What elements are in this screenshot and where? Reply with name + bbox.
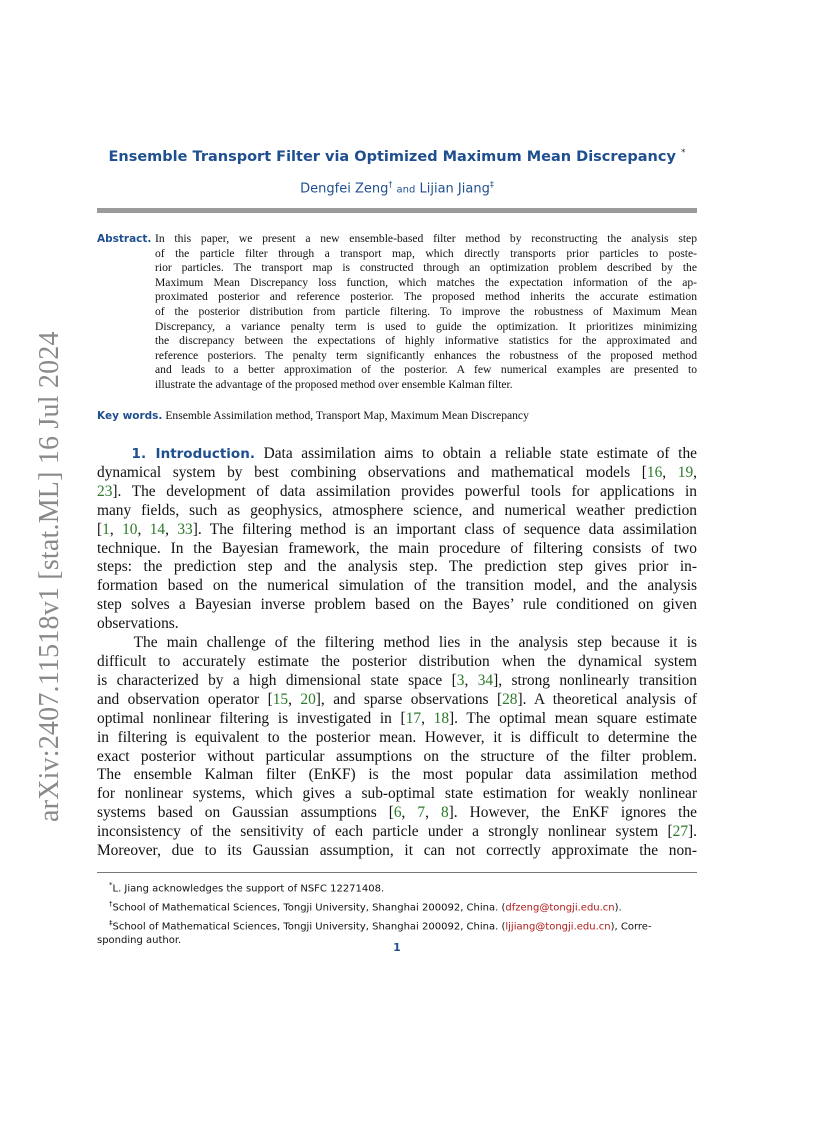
introduction-section xyxy=(97,445,697,861)
author-footnote-mark[interactable]: ‡ xyxy=(489,180,494,189)
citation-link[interactable]: 20 xyxy=(300,690,316,708)
footnote-mark: † xyxy=(109,899,113,908)
body-line: technique. In the Bayesian framework, the main procedure of filtering consists of two xyxy=(97,539,697,557)
text-run: The main challenge of the filtering method lies in the analysis step because it is xyxy=(133,634,697,652)
text-run: inconsistency of the sensitivity of each particle under a strongly nonlinear system [ xyxy=(97,823,673,841)
body-line xyxy=(97,823,697,842)
body-line: is characterized by a high dimensional state space [3, 34], strong nonlinearly transition xyxy=(97,671,697,689)
body-line: [1, 10, 14, 33]. The filtering method is an important class of sequence data assimilation xyxy=(97,520,698,538)
body-line: for nonlinear systems, which gives a sub-optimal state estimation for weakly nonlinear xyxy=(97,785,697,803)
abstract-line: In this paper, we present a new ensemble-based filter method by reconstructing the analysis step xyxy=(155,232,697,245)
body-line: and observation operator [15, 20], and sparse observations [28]. A theoretical analysis of xyxy=(97,690,697,708)
footnote-text: ). xyxy=(614,902,622,914)
citation-link[interactable]: 15 xyxy=(272,690,289,708)
abstract-line: of the particle filter through a transport map, which directly transports prior particles to poste- xyxy=(155,246,697,260)
footnote-rule xyxy=(97,872,697,873)
abstract-line: rior particles. The transport map is constructed through an optimization problem described by the xyxy=(155,261,697,275)
body-line: The ensemble Kalman filter (EnKF) is the most popular data assimilation method xyxy=(97,766,697,784)
body-line: difficult to accurately estimate the posterior distribution when the dynamical system xyxy=(97,652,697,670)
page-number: 1 xyxy=(393,941,401,954)
footnote-text: ), Corre- xyxy=(610,920,652,932)
paper-title xyxy=(97,148,697,165)
section-heading: 1. Introduction. xyxy=(131,446,255,462)
citation-link[interactable]: 33 xyxy=(177,520,193,538)
body-line: in filtering is equivalent to the posterior mean. However, it is difficult to determine the xyxy=(97,728,697,746)
citation-link[interactable]: 18 xyxy=(433,709,450,727)
author-footnote-mark[interactable]: † xyxy=(388,180,393,189)
footnote xyxy=(97,897,697,916)
citation-link[interactable]: 10 xyxy=(122,520,138,538)
abstract-label: Abstract. xyxy=(97,233,152,245)
text-run: and observation operator [ xyxy=(97,690,273,708)
footnote-text: L. Jiang acknowledges the support of NSFC 12271408. xyxy=(112,883,385,895)
citation-link[interactable]: 14 xyxy=(149,520,166,538)
citation-link[interactable]: 8 xyxy=(440,804,449,822)
abstract-line: the discrepancy between the expectations of highly informative statistics for the approximated and xyxy=(155,334,697,348)
body-line: observations. xyxy=(97,615,179,633)
text-run: Data assimilation aims to obtain a reliable state estimate of the xyxy=(263,445,697,462)
text-run: ]. A theoretical analysis of xyxy=(517,690,697,708)
abstract-line: and leads to a better approximation of the posterior. A few numerical examples are presented to xyxy=(155,363,697,377)
abstract-line: proximated posterior and reference posterior. The proposed method inherits the accurate estimation xyxy=(155,290,697,304)
citation-link[interactable]: 28 xyxy=(502,690,518,708)
body-line xyxy=(97,634,697,653)
title-rule xyxy=(97,208,697,213)
text-run: is characterized by a high dimensional state space [ xyxy=(97,671,457,689)
keywords xyxy=(97,409,697,422)
body-line: exact posterior without particular assumptions on the structure of the filter problem. xyxy=(97,747,697,765)
text-run: dynamical system by best combining observations and mathematical models [ xyxy=(97,463,647,481)
abstract-line: of the posterior distribution from particle filtering. To improve the robustness of Maximum Mean xyxy=(155,304,697,318)
email-link[interactable]: dfzeng@tongji.edu.cn xyxy=(505,902,615,914)
footnote xyxy=(97,916,697,935)
footnote-text: School of Mathematical Sciences, Tongji University, Shanghai 200092, China. ( xyxy=(112,902,506,914)
author-list xyxy=(97,180,697,196)
abstract-line: Discrepancy, a variance penalty term is used to guide the optimization. It prioritizes minimizing xyxy=(155,319,697,333)
citation-link[interactable]: 7 xyxy=(417,804,426,822)
citation-link[interactable]: 16 xyxy=(646,463,663,481)
title-footnote-mark[interactable]: * xyxy=(681,148,686,158)
text-run: ]. xyxy=(688,823,697,841)
citation-link[interactable]: 27 xyxy=(672,823,689,841)
text-run: ], strong nonlinearly transition xyxy=(493,671,697,689)
text-run: ]. The filtering method is an important class of sequence data assimilation xyxy=(192,520,698,538)
text-run: ]. The development of data assimilation provides powerful tools for applications in xyxy=(112,482,697,500)
citation-link[interactable]: 17 xyxy=(405,709,422,727)
body-line: optimal nonlinear filtering is investigated in [17, 18]. The optimal mean square estimate xyxy=(97,709,697,727)
author-name: Dengfei Zeng xyxy=(300,181,389,197)
body-line xyxy=(97,483,697,502)
email-link[interactable]: ljjiang@tongji.edu.cn xyxy=(505,920,611,932)
citation-link[interactable]: 3 xyxy=(456,671,465,689)
citation-link[interactable]: 23 xyxy=(97,482,113,500)
body-line: systems based on Gaussian assumptions [6, 7, 8]. However, the EnKF ignores the xyxy=(97,804,697,822)
text-run: ]. However, the EnKF ignores the xyxy=(448,804,697,822)
body-line: dynamical system by best combining observations and mathematical models [16, 19, xyxy=(97,463,697,481)
text-run: systems based on Gaussian assumptions [ xyxy=(97,804,394,822)
citation-link[interactable]: 6 xyxy=(393,804,402,822)
footnote-mark: * xyxy=(109,881,113,889)
citation-link[interactable]: 34 xyxy=(477,671,494,689)
citation-link[interactable]: 1 xyxy=(102,520,110,538)
paper-title-text: Ensemble Transport Filter via Optimized Maximum Mean Discrepancy xyxy=(108,148,676,165)
text-run: ]. The optimal mean square estimate xyxy=(449,709,697,727)
author-name: Lijian Jiang xyxy=(419,181,490,197)
body-line xyxy=(97,445,697,464)
body-line: Moreover, due to its Gaussian assumption, it can not correctly approximate the non- xyxy=(97,842,697,860)
footnote-mark: ‡ xyxy=(109,918,113,927)
abstract-body xyxy=(155,232,697,393)
footnote-text: School of Mathematical Sciences, Tongji University, Shanghai 200092, China. ( xyxy=(112,920,506,932)
citation-link[interactable]: 19 xyxy=(677,463,694,481)
abstract xyxy=(97,232,697,393)
author-conjunction: and xyxy=(396,184,416,196)
body-line: steps: the prediction step and the analysis step. The prediction step gives prior in- xyxy=(97,558,697,576)
keywords-label: Key words. xyxy=(97,410,163,422)
text-run: optimal nonlinear filtering is investigated in [ xyxy=(97,709,406,727)
arxiv-identifier-stamp: arXiv:2407.11518v1 [stat.ML] 16 Jul 2024 xyxy=(34,331,65,822)
abstract-line: reference posteriors. The penalty term significantly enhances the robustness of the proposed method xyxy=(155,348,697,362)
keywords-text: Ensemble Assimilation method, Transport Map, Maximum Mean Discrepancy xyxy=(165,409,529,422)
abstract-line: Maximum Mean Discrepancy loss function, which matches the expectation information of the ap- xyxy=(155,275,697,289)
body-line: step solves a Bayesian inverse problem based on the Bayes’ rule conditioned on given xyxy=(97,596,697,614)
body-line: formation based on the numerical simulation of the transition model, and the analysis xyxy=(97,577,697,595)
body-line: many fields, such as geophysics, atmosphere science, and numerical weather prediction xyxy=(97,501,697,519)
footnote xyxy=(97,878,697,897)
footnote-continuation: sponding author. xyxy=(97,935,182,947)
abstract-line: illustrate the advantage of the proposed method over ensemble Kalman filter. xyxy=(155,377,513,391)
text-run: ], and sparse observations [ xyxy=(315,690,503,708)
footnotes xyxy=(97,878,697,949)
